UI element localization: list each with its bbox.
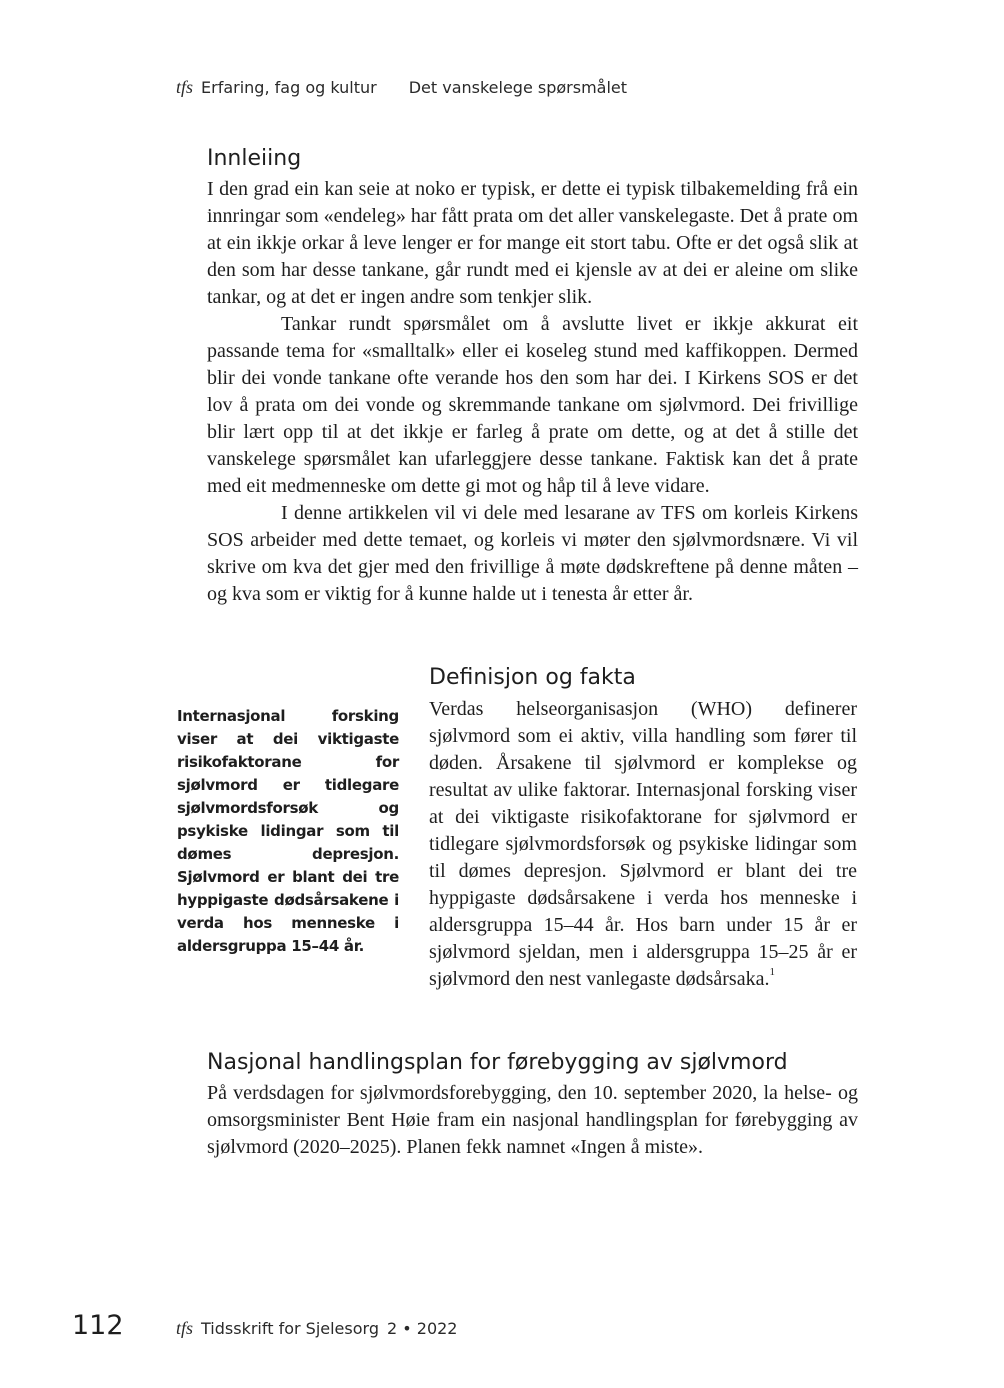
nasjonal-body (207, 1080, 858, 1161)
journal-name: Tidsskrift for Sjelesorg (201, 1319, 379, 1338)
innleiing-body (207, 176, 858, 608)
section-title: Erfaring, fag og kultur (201, 78, 377, 97)
pull-quote: Internasjonal forsking viser at dei viktigaste risikofaktorane for sjølvmord er tidlegare sjølvmordsforsøk og psykiske lidingar som til dømes depresjon. Sjølvmord er blant dei tre hyppigaste dødsårsakene i verda hos menneske i aldersgruppa 15–44 år. (177, 707, 399, 955)
issue-number: 2 • 2022 (386, 1319, 458, 1338)
paragraph-text: Verdas helseorganisasjon (WHO) definerer sjølvmord som ei aktiv, villa handling som fører til døden. Årsakene til sjølvmord er komplekse og resultat av ulike faktorar. Internasjonal forsking viser at dei viktigaste risikofaktorane for sjølvmord er tidlegare sjølvmordsforsøk og psykiske lidingar som til dømes depresjon. Sjølvmord er blant dei tre hyppigaste dødsårsakene i verda hos menneske i aldersgruppa 15–44 år. Hos barn under 15 år er sjølvmord sjeldan, men i aldersgruppa 15–25 år er sjølvmord den nest vanlegaste dødsårsaka. (429, 698, 857, 990)
running-footer (176, 1318, 457, 1339)
article-title: Det vanskelege spørsmålet (408, 78, 628, 97)
running-header (176, 77, 627, 98)
section-heading-innleiing: Innleiing (207, 146, 302, 171)
journal-logo: tfs (176, 77, 194, 97)
footnote-reference[interactable]: 1 (769, 966, 775, 979)
paragraph: På verdsdagen for sjølvmordsforebygging, den 10. september 2020, la helse- og omsorgsminister Bent Høie fram ein nasjonal handlingsplan for førebygging av sjølvmord (2020–2025). Planen fekk namnet «Ingen å miste». (207, 1082, 858, 1158)
page-number: 112 (72, 1310, 124, 1341)
definisjon-body (429, 696, 857, 993)
paragraph: Tankar rundt spørsmålet om å avslutte livet er ikkje akkurat eit passande tema for «smalltalk» eller ei koseleg stund med kaffikoppen. Dermed blir dei vonde tankane ofte verande hos den som har dei. I Kirkens SOS er det lov å prata om dei vonde og skremmande tankane om sjølvmord. Dei frivillige blir lært opp til at det ikkje er farleg å prate om dette, og at det å stille det vanskelege spørsmålet kan ufarleggjere desse tankane. Faktisk kan det å prate med eit medmenneske om dette gi mot og håp til å leve vidare. (207, 313, 858, 497)
section-heading-definisjon: Definisjon og fakta (429, 665, 636, 690)
journal-logo: tfs (176, 1318, 194, 1338)
paragraph (429, 696, 857, 993)
paragraph: I den grad ein kan seie at noko er typisk, er dette ei typisk tilbakemelding frå ein innringar som «endeleg» har fått prata om det aller vanskelegaste. Det å prate om at ein ikkje orkar å leve lenger er for mange eit stort tabu. Ofte er det også slik at den som har desse tankane, går rundt med ei kjensle av at dei er aleine om slike tankar, og at det er ingen andre som tenkjer slik. (207, 178, 858, 308)
section-heading-nasjonal: Nasjonal handlingsplan for førebygging av sjølvmord (207, 1050, 788, 1075)
paragraph: I denne artikkelen vil vi dele med lesarane av TFS om korleis Kirkens SOS arbeider med dette temaet, og korleis vi møter den sjølvmordsnære. Vi vil skrive om kva det gjer med den frivillige å møte dødskreftene på denne måten – og kva som er viktig for å kunne halde ut i tenesta år etter år. (207, 502, 858, 605)
